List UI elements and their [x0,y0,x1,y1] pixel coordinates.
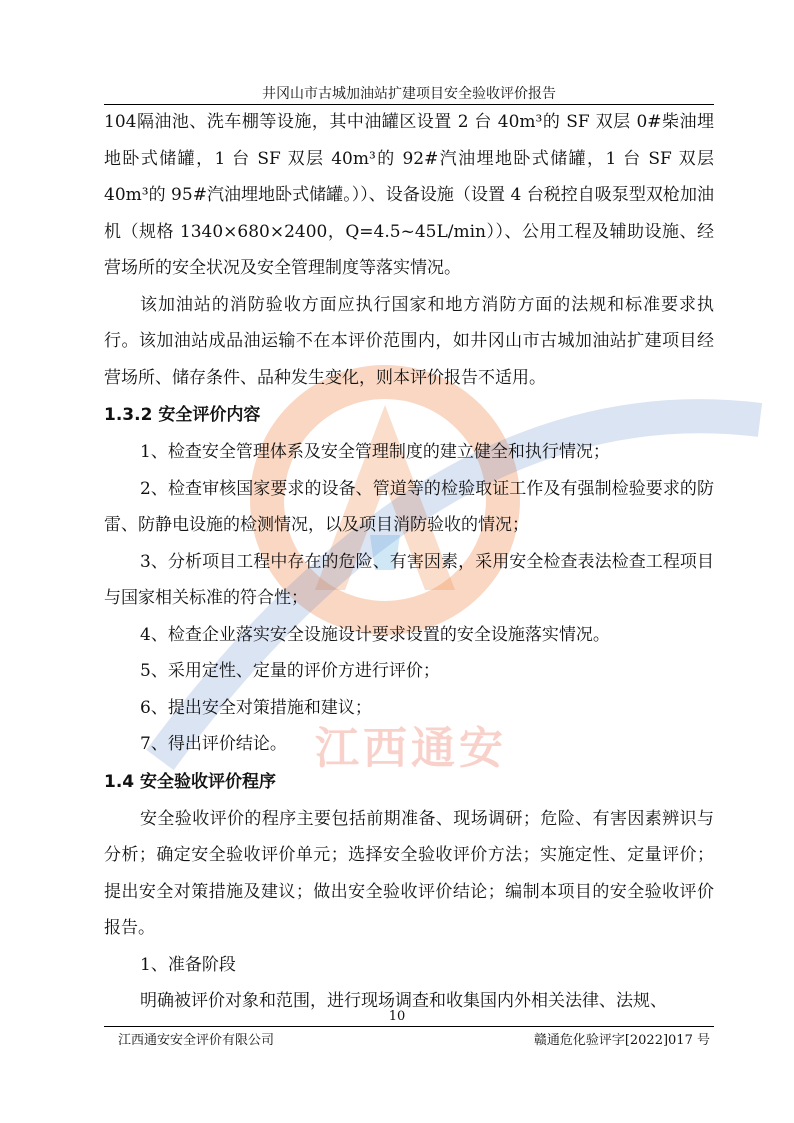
list-item: 7、得出评价结论。 [140,734,287,754]
list-item: 5、采用定性、定量的评价方进行评价； [140,661,440,681]
page-body [104,104,714,1020]
footer-doc-number: 赣通危化验评字[2022]017 号 [533,1033,710,1048]
page-number: 10 [388,1009,406,1024]
list-item: 1、检查安全管理体系及安全管理制度的建立健全和执行情况； [140,442,610,462]
list-item: 3、分析项目工程中存在的危险、有害因素，采用安全检查表法检查工程项目与国家相关标准的符合性； [104,551,714,608]
paragraph-fire-acceptance: 该加油站的消防验收方面应执行国家和地方消防方面的法规和标准要求执行。该加油站成品油运输不在本评价范围内，如井冈山市古城加油站扩建项目经营场所、储存条件、品种发生变化，则本评价报告不适用。 [104,294,714,388]
watermark-text: 江西通安 [315,723,507,774]
paragraph-preparation-stage: 1、准备阶段 [140,954,236,975]
footer-divider [104,1026,714,1027]
list-item: 4、检查企业落实安全设施设计要求设置的安全设施落实情况。 [140,624,610,645]
section-heading-1-4: 1.4 安全验收评价程序 [104,771,277,792]
page-header: 井冈山市古城加油站扩建项目安全验收评价报告 [262,86,556,102]
section-heading-1-3-2: 1.3.2 安全评价内容 [104,405,261,425]
paragraph-scope-continued: 104隔油池、洗车棚等设施，其中油罐区设置 2 台 40m³的 SF 双层 0#柴油埋地卧式储罐，1 台 SF 双层 40m³的 92#汽油埋地卧式储罐，1 台 SF 双层 40m³的 95#汽油埋地卧式储罐。））、设备设施（设置 4 台税控自吸泵型双枪加油机（规格 1340×680×2400，Q=4.5~45L/min））、公用工程及辅助设施、经营场所的安全状况及安全管理制度等落实情况。 [104,112,714,278]
paragraph-preparation-detail: 明确被评价对象和范围，进行现场调查和收集国内外相关法律、法规、 [140,991,667,1011]
footer-company: 江西通安安全评价有限公司 [118,1033,275,1048]
paragraph-procedure: 安全验收评价的程序主要包括前期准备、现场调研；危险、有害因素辨识与分析；确定安全验收评价单元；选择安全验收评价方法；实施定性、定量评价；提出安全对策措施及建议；做出安全验收评价结论；编制本项目的安全验收评价报告。 [104,808,714,938]
list-item: 2、检查审核国家要求的设备、管道等的检验取证工作及有强制检验要求的防雷、防静电设施的检测情况，以及项目消防验收的情况； [104,478,714,535]
list-item: 6、提出安全对策措施和建议； [140,697,372,718]
